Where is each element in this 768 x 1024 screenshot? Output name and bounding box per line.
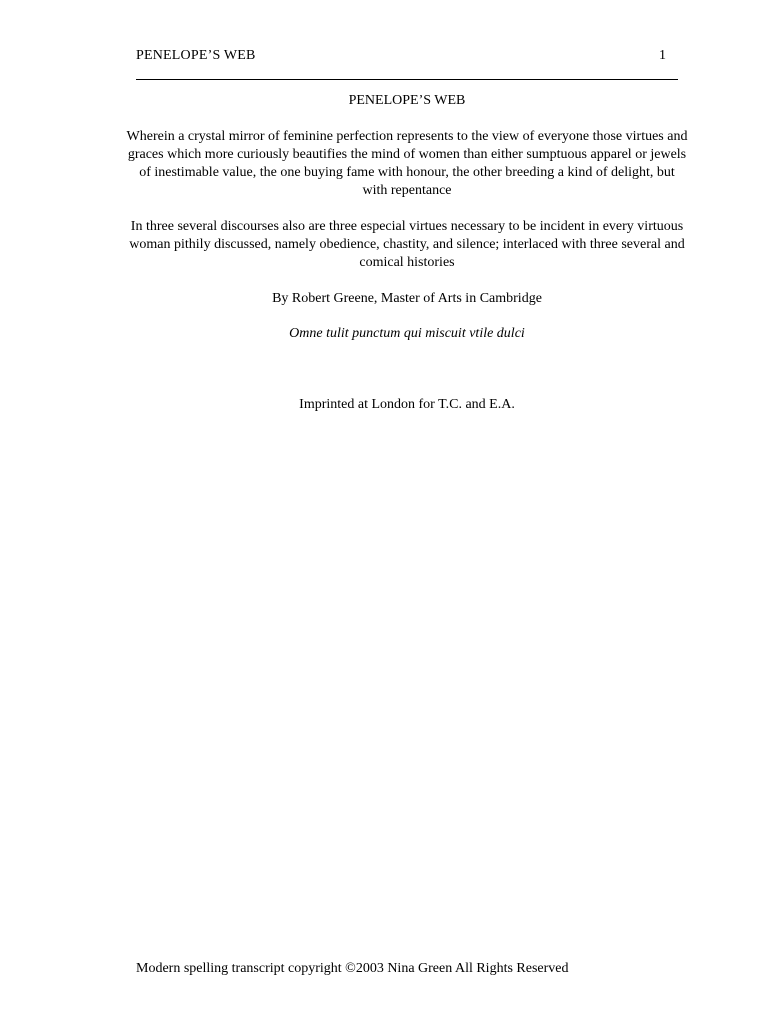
description-paragraph: In three several discourses also are three especial virtues necessary to be incident in every virtuous woman pithily discussed, namely obedience, chastity, and silence; interlaced with three several and comical histories <box>129 219 685 270</box>
latin-motto: Omne tulit punctum qui miscuit vtile dulci <box>289 326 525 341</box>
header-title: PENELOPE’S WEB <box>136 48 256 63</box>
copyright-footer: Modern spelling transcript copyright ©2003 Nina Green All Rights Reserved <box>136 961 569 976</box>
page-number: 1 <box>659 48 666 63</box>
header-divider <box>136 79 678 80</box>
document-title: PENELOPE’S WEB <box>348 93 466 108</box>
title-page-body <box>126 92 688 414</box>
imprint-line: Imprinted at London for T.C. and E.A. <box>299 397 515 412</box>
subtitle-paragraph: Wherein a crystal mirror of feminine perfection represents to the view of everyone those virtues and graces which more curiously beautifies the mind of women than either sumptuous apparel or jewels of inestimable value, the one buying fame with honour, the other breeding a kind of delight, but with repentance <box>126 129 688 198</box>
author-byline: By Robert Greene, Master of Arts in Cambridge <box>272 291 542 306</box>
running-header <box>136 46 678 66</box>
